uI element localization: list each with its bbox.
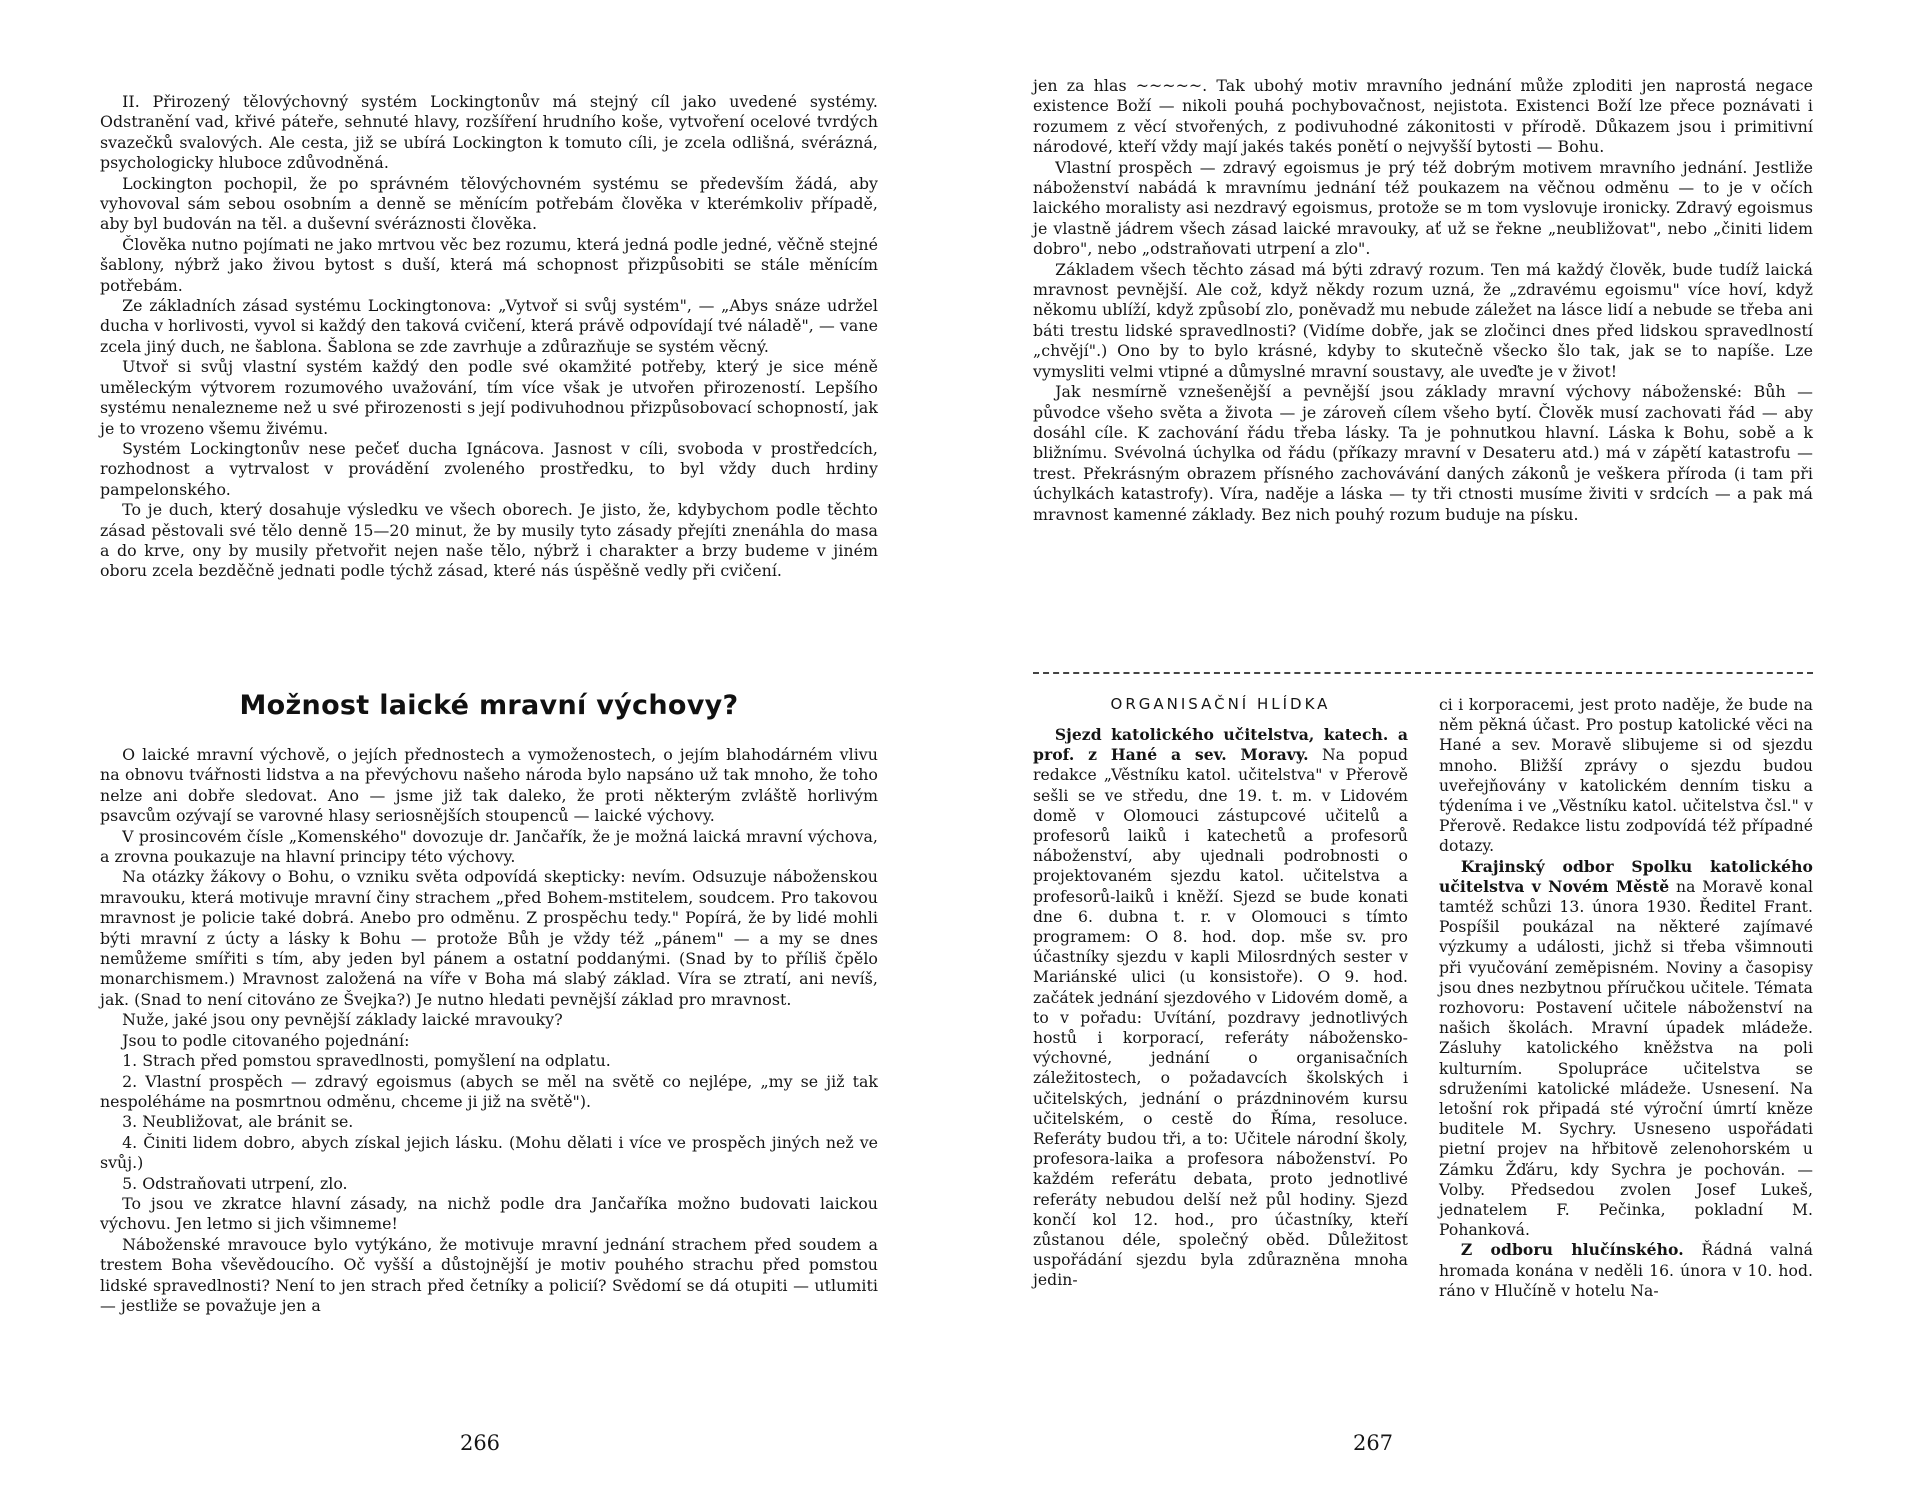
column-right <box>1439 695 1813 1301</box>
paragraph: Nuže, jaké jsou ony pevnější základy laické mravouky? <box>122 1010 563 1030</box>
list-item: 2. Vlastní prospěch — zdravý egoismus (abych se měl na světě co nejlépe, „my se již tak nespoléháme na posmrtnou odměnu, chceme ji již na světě"). <box>100 1071 878 1111</box>
news-item <box>1439 695 1813 857</box>
news-text: ci i korporacemi, jest proto naděje, že bude na něm pěkná účast. Pro postup katolické věci na Hané a sev. Moravě slibujeme si od sjezdu mnoho. Bližší zprávy o sjezdu budou uveřejňovány v katolickém denním tisku a týdeníma i ve „Věstníku katol. učitelstva čsl." v Přerově. Redakce listu zodpovídá též případné dotazy. <box>1439 696 1813 856</box>
list-item: 5. Odstraňovati utrpení, zlo. <box>122 1173 348 1193</box>
list-item: 3. Neubližovat, ale bránit se. <box>122 1112 354 1132</box>
left-top-text <box>100 92 878 582</box>
paragraph: Vlastní prospěch — zdravý egoismus je prý též dobrým motivem mravního jednání. Jestliže náboženství nabádá k mravnímu jednání též poukazem na věčnou odměnu — to je v očích laického moralisty asi nezdravý egoismus, protože se m tom vyslovuje ironicky. Zdravý egoismus je vlastně jádrem všech zásad laické mravouky, ať už se řekne „neubližovat", nebo „činiti lidem dobro", nebo „odstraňovati utrpení a zlo". <box>1033 157 1813 259</box>
news-lead: Sjezd katolického učitelstva, katech. a prof. z Hané a sev. Moravy. <box>1033 725 1408 765</box>
right-page <box>953 0 1906 1500</box>
news-text: Řádná valná hromada konána v neděli 16. února v 10. hod. ráno v Hlučíně v hotelu Na- <box>1439 1241 1813 1300</box>
paragraph: Člověka nutno pojímati ne jako mrtvou věc bez rozumu, která jedná podle jedné, věčně stejné šablony, nýbrž jako živou bytost s duší, která má schopnost přizpůsobiti se stále měnícím potřebám. <box>100 234 878 295</box>
paragraph: Na otázky žákovy o Bohu, o vzniku světa odpovídá skepticky: nevím. Odsuzuje náboženskou mravouku, která motivuje mravní činy strachem „před Bohem-mstitelem, soudcem. Pro takovou mravnost je policie také dobrá. Anebo pro odměnu. Z prospěchu tedy." Popírá, že by lidé mohli býti mravní z úcty a lásky k Bohu — protože Bůh je vždy též „pánem" — a my se dnes nemůžeme smířiti s tím, aby jeden byl pánem a ostatní poddanými. (Snad by to příliš čpělo monarchismem.) Mravnost založená na víře v Boha má slabý základ. Víra se ztratí, ani nevíš, jak. (Snad to není citováno ze Švejka?) Je nutno hledati pevnější základ pro mravnost. <box>100 867 878 1009</box>
news-lead: Krajinský odbor Spolku katolického učitelstva v Novém Městě <box>1439 856 1813 896</box>
news-item <box>1439 857 1813 1241</box>
paragraph: Systém Lockingtonův nese pečeť ducha Ignácova. Jasnost v cíli, svoboda v prostředcích, rozhodnost a vytrvalost v provádění zvoleného prostředku, to byl vždy duch hrdiny pampelonského. <box>100 438 878 499</box>
news-text: na Moravě konal tamtéž schůzi 13. února 1930. Ředitel Frant. Pospíšil poukázal na některé zajímavé výzkumy a události, jichž si třeba všimnouti při vyučování zeměpisném. Noviny a časopisy jsou dnes nezbytnou příručkou učitele. Témata rozhovoru: Postavení učitele náboženství na našich školách. Mravní úpadek mládeže. Zásluhy katolického kněžstva na poli kulturním. Spolupráce učitelstva se sdruženími katolické mládeže. Usnesení. Na letošní rok připadá sté výroční úmrtí kněze buditele M. Sychry. Usneseno uspořádati pietní projev na hřbitově zelenohorském u Zámku Žďáru, kdy Sychra je pochován. — Volby. Předsedou zvolen Josef Lukeš, jednatelem F. Pečinka, pokladní M. Pohanková. <box>1439 877 1813 1240</box>
paragraph: II. Přirozený tělovýchovný systém Lockingtonův má stejný cíl jako uvedené systémy. Odstranění vad, křivé páteře, sehnuté hlavy, rozšíření hrudního koše, vytvoření ocelové tvrdých svazečků svalových. Ale cesta, již se ubírá Lockington k tomuto cíli, je zcela odlišná, svérázná, psychologicky hluboce zdůvodněná. <box>100 92 878 173</box>
paragraph: Náboženské mravouce bylo vytýkáno, že motivuje mravní jednání strachem před soudem a trestem Boha vševědoucího. Oč vyšší a důstojnější je motiv pouhého strachu před pomstou lidské spravedlnosti? Není to jen strach před četníky a policií? Svědomí se dá otupiti — utlumiti — jestliže se považuje jen a <box>100 1234 878 1315</box>
paragraph: Jsou to podle citovaného pojednání: <box>122 1030 410 1050</box>
page-number: 267 <box>1352 1431 1394 1455</box>
column-left <box>1033 695 1408 1291</box>
paragraph: Základem všech těchto zásad má býti zdravý rozum. Ten má každý člověk, bude tudíž laická mravnost pevnější. Ale což, když někdy rozum uzná, že „zdravému egoismu" více hoví, když někomu ublíží, když způsobí zlo, poněvadž mu nebude záležet na lásce lidí a nebude se třeba ani báti trestu lidské spravedlnosti? (Vidíme dobře, jak se zločinci dnes před lidskou spravedlností „chvějí".) Ono by to bylo krásné, kdyby to skutečně všecko šlo tak, jak se to napíše. Lze vymysliti velmi vtipné a důmyslné mravní soustavy, ale uveďte je v život! <box>1033 259 1813 381</box>
section-title: ORGANISAČNÍ HLÍDKA <box>1110 695 1331 713</box>
list-item: 1. Strach před pomstou spravedlnosti, pomyšlení na odplatu. <box>122 1051 611 1071</box>
news-lead: Z odboru hlučínského. <box>1460 1240 1684 1260</box>
section-divider <box>1033 672 1813 674</box>
page-number: 266 <box>459 1431 501 1455</box>
numbered-list <box>100 1051 878 1194</box>
article-body <box>100 745 878 1316</box>
news-text: Na popud redakce „Věstníku katol. učitelstva" v Přerově sešli se ve středu, dne 19. t. m. v Lidovém domě v Olomouci zástupcové učitelů a profesorů laiků i katechetů a profesorů náboženství, aby ujednali podrobnosti o projektovaném sjezdu katol. učitelstva a profesorů-laiků i kněží. Sjezd se bude konati dne 6. dubna t. r. v Olomouci s tímto programem: O 8. hod. dop. mše sv. pro účastníky sjezdu v kapli Milosrdných sester v Mariánské ulici (u konsistoře). O 9. hod. začátek jednání sjezdového v Lidovém domě, a to v pořadu: Uvítání, pozdravy jednotlivých hostů i korporací, referáty nábožensko-výchovné, jednání o organisačních záležitostech, o požadavcích školských i učitelských, jednání o prázdninovém kursu učitelském, o cestě do Říma, resoluce. Referáty budou tři, a to: Učitele národní školy, profesora-laika a profesora náboženství. Po každém referátu debata, proto jednotlivé referáty nebudou delší než půl hodiny. Sjezd končí kol 12. hod., pro účastníky, kteří zůstanou déle, společný oběd. Důležitost uspořádání sjezdu byla zdůrazněna mnoha jedin- <box>1033 746 1408 1290</box>
paragraph: jen za hlas ~~~~~. Tak ubohý motiv mravního jednání může zplоditi jen naprostá negace existence Boží — nikoli pouhá pochybovačnost, nejistota. Existenci Boží lze přece poznávati i rozumem z věcí stvořených, z podivuhodné zákonitosti v přírodě. Důkazem jsou i primitivní národové, kteří vždy mají jakés takés ponětí o nejvyšší bytosti — Bohu. <box>1033 76 1813 157</box>
list-item: 4. Činiti lidem dobro, abych získal jejich lásku. (Mohu dělati i více ve prospěch jiných než ve svůj.) <box>100 1132 878 1173</box>
paragraph: O laické mravní výchově, o jejích přednostech a vymoženostech, o jejím blahodárném vlivu na obnovu tvářnosti lidstva a na převýchovu našeho národa bylo napsáno už tak mnoho, že toho nelze ani dobře sledovat. Ano — jsme již tak daleko, že proti některým zvláště horlivým psavcům ozývají se varovné hlasy seriosnějších stoupenců — laické výchovy. <box>100 745 878 826</box>
paragraph: Utvoř si svůj vlastní systém každý den podle své okamžité potřeby, který je sice méně uměleckým výtvorem rozumového uvažování, tím více však je utvořen přirozeností. Lepšího systému nenalezneme než u své přirozenosti s její podivuhodnou přizpůsobovací schopností, jak je to vrozeno všemu živému. <box>100 357 878 438</box>
news-item <box>1439 1240 1813 1301</box>
right-top-text <box>1033 76 1813 525</box>
article-title: Možnost laické mravní výchovy? <box>239 690 739 721</box>
news-item <box>1033 725 1408 1291</box>
paragraph: Jak nesmírně vznešenější a pevnější jsou základy mravní výchovy náboženské: Bůh — původce všeho světa a života — je zároveň cílem všeho bytí. Člověk musí zachovati řád — aby dosáhl cíle. K zachování řádu třeba lásky. Ta je pohnutkou hlavní. Láska k Bohu, sobě a k bližnímu. Svévolná úchylka od řádu (příkazy mravní v Desateru atd.) má v zápětí katastrofu — trest. Překrásným obrazem přísného zachovávání daných zákonů je veškera příroda (i tam při úchylkách katastrofy). Víra, naděje a láska — ty tři ctnosti musíme živiti v srdcích — a pak má mravnost kamenné základy. Bez nich pouhý rozum buduje na písku. <box>1033 382 1813 524</box>
paragraph: V prosincovém čísle „Komenského" dovozuje dr. Jančařík, že je možná laická mravní výchova, a zrovna poukazuje na hlavní principy této výchovy. <box>100 826 878 867</box>
paragraph: Lockington pochopil, že po správném tělovýchovném systému se především žádá, aby vyhovoval sám sebou osobním a denně se měnícím potřebám člověka v kterémkoliv případě, aby byl budován na těl. a duševní svéráznosti člověka. <box>100 173 878 234</box>
paragraph: To je duch, který dosahuje výsledku ve všech oborech. Je jisto, že, kdybychom podle těchto zásad pěstovali své tělo denně 15—20 minut, že by musily tyto zásady přejíti znenáhla do masa a do krve, ony by musily přetvořit nejen naše tělo, nýbrž i charakter a brzy budeme v jiném oboru zcela bezděčně jednati podle týchž zásad, které nás úspěšně vedly při cvičení. <box>100 500 878 581</box>
paragraph: To jsou ve zkratce hlavní zásady, na nichž podle dra Jančaříka možno budovati laickou výchovu. Jen letmo si jich všimneme! <box>100 1193 878 1234</box>
paragraph: Ze základních zásad systému Lockingtonova: „Vytvoř si svůj systém", — „Abys snáze udržel ducha v horlivosti, vyvol si každý den taková cvičení, která právě odpovídají tvé náladě", — vane zcela jiný duch, ne šablona. Šablona se zde zavrhuje a zdůrazňuje se systém věcný. <box>100 296 878 356</box>
